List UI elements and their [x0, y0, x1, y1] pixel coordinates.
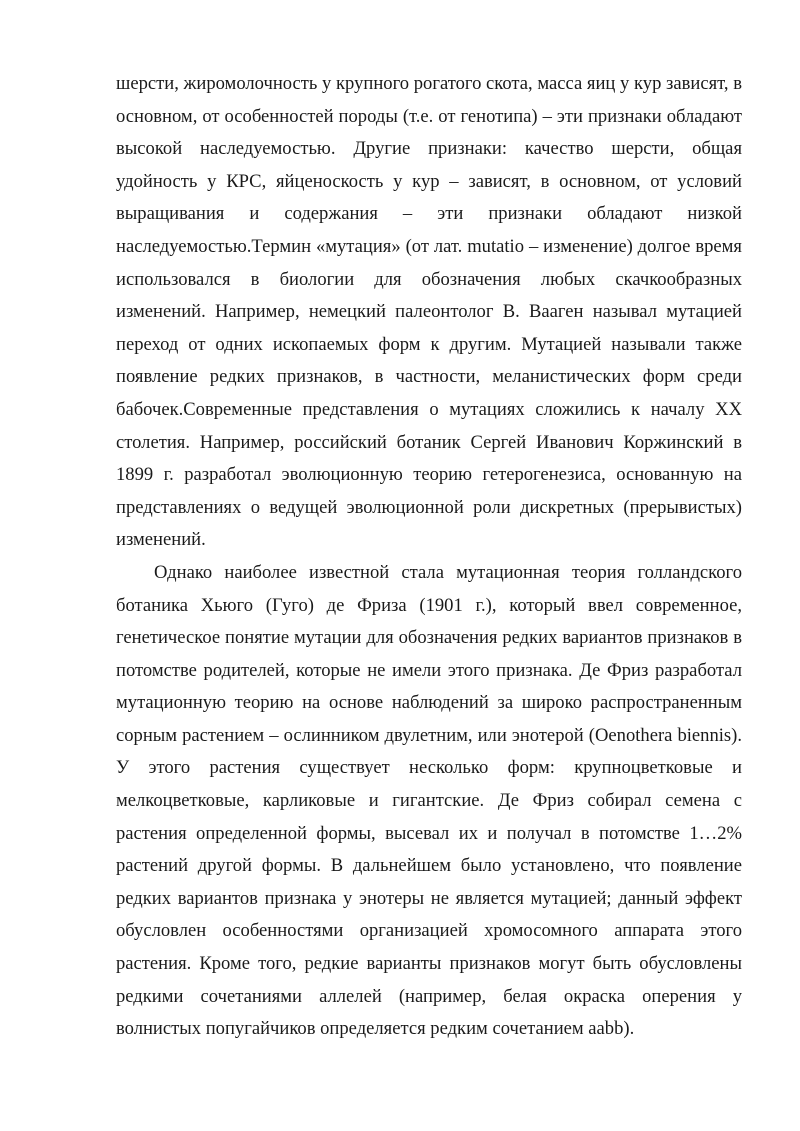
paragraph-1: шерсти, жиромолочность у крупного рогатого скота, масса яиц у кур зависят, в основном, от особенностей породы (т.е. от генотипа) – эти признаки обладают высокой наследуемостью. Другие признаки: качество шерсти, общая удойность у КРС, яйценоскость у кур – зависят, в основном, от условий выращивания и содержания – эти признаки обладают низкой наследуемостью.Термин «мутация» (от лат. mutatio – изменение) долгое время использовался в биологии для обозначения любых скачкообразных изменений. Например, немецкий палеонтолог В. Вааген называл мутацией переход от одних ископаемых форм к другим. Мутацией называли также появление редких признаков, в частности, меланистических форм среди бабочек.Современные представления о мутациях сложились к началу XX столетия. Например, российский ботаник Сергей Иванович Коржинский в 1899 г. разработал эволюционную теорию гетерогенезиса, основанную на представлениях о ведущей эволюционной роли дискретных (прерывистых) изменений.: [116, 73, 742, 551]
paragraph-2: Однако наиболее известной стала мутационная теория голландского ботаника Хьюго (Гуго) де Фриза (1901 г.), который ввел современное, генетическое понятие мутации для обозначения редких вариантов признаков в потомстве родителей, которые не имели этого признака. Де Фриз разработал мутационную теорию на основе наблюдений за широко распространенным сорным растением – ослинником двулетним, или энотерой (Oenothera biennis). У этого растения существует несколько форм: крупноцветковые и мелкоцветковые, карликовые и гигантские. Де Фриз собирал семена с растения определенной формы, высевал их и получал в потомстве 1…2% растений другой формы. В дальнейшем было установлено, что появление редких вариантов признака у энотеры не является мутацией; данный эффект обусловлен особенностями организацией хромосомного аппарата этого растения. Кроме того, редкие варианты признаков могут быть обусловлены редкими сочетаниями аллелей (например, белая окраска оперения у волнистых попугайчиков определяется редким сочетанием aabb).: [116, 561, 742, 1040]
document-page: [116, 68, 742, 1046]
